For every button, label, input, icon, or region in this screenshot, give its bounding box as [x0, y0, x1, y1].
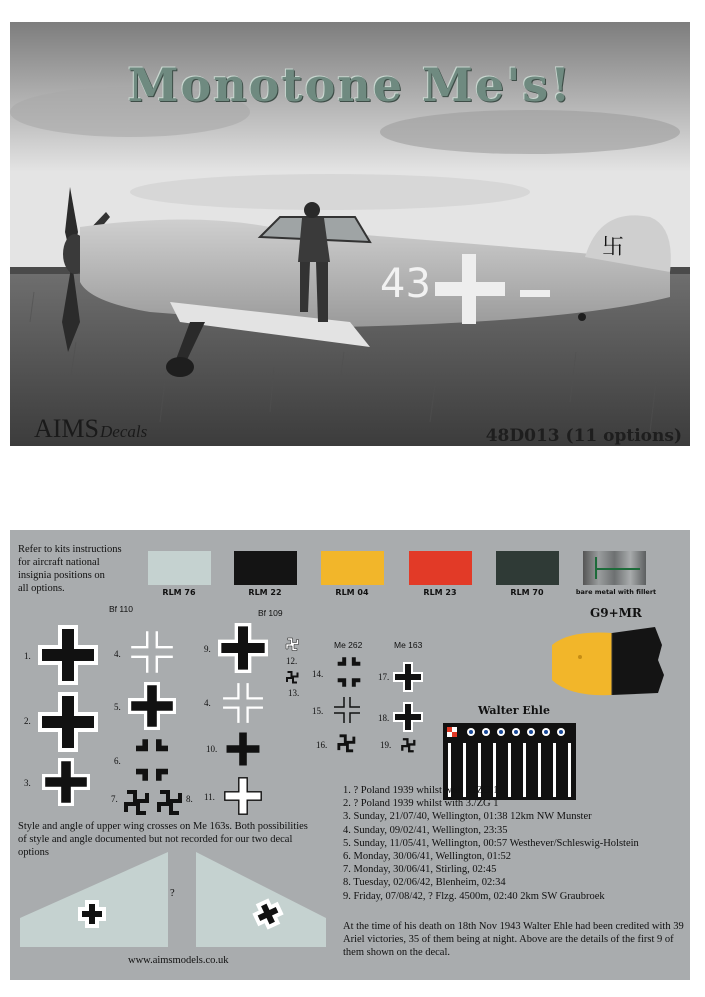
decal-number: 16.: [316, 740, 328, 750]
swatch-rlm70: [496, 551, 559, 585]
list-item: 6. Monday, 30/06/41, Wellington, 01:52: [343, 851, 512, 863]
outline-cross-4: [128, 628, 176, 676]
list-item: 7. Monday, 30/06/41, Stirling, 02:45: [343, 864, 497, 876]
swatch-rlm76: [148, 551, 211, 585]
swatch-label: RLM 04: [335, 588, 369, 597]
swatch-label: RLM 22: [248, 588, 282, 597]
list-item: 4. Sunday, 09/02/41, Wellington, 23:35: [343, 824, 508, 836]
list-item: 2. ? Poland 1939 whilst with 3./ZG 1: [343, 798, 499, 810]
decal-number: 10.: [206, 744, 218, 754]
balkenkreuz-17: [393, 662, 423, 692]
list-item: 8. Tuesday, 02/06/42, Blenheim, 02:34: [343, 877, 506, 889]
pilot-name: Walter Ehle: [478, 704, 550, 717]
website-url: www.aimsmodels.co.uk: [128, 955, 229, 966]
section-bf110: Bf 110: [109, 604, 133, 614]
decal-number: 2.: [24, 716, 31, 726]
brand-suffix: Decals: [100, 422, 148, 441]
bracket-cross-14: [332, 655, 366, 689]
swatch-label: RLM 23: [423, 588, 457, 597]
swatch-label: RLM 76: [162, 588, 196, 597]
intro-line: Refer to kits instructions: [18, 544, 122, 555]
me163-wings-illustration: [18, 850, 328, 950]
list-item: 9. Friday, 07/08/42, ? Flzg. 4500m, 02:40 2km SW Graubroek: [343, 890, 605, 902]
decal-number: 14.: [312, 669, 324, 679]
decal-number: 17.: [378, 672, 390, 682]
balkenkreuz-10: [224, 730, 262, 768]
aircraft-code-label: G9+MR: [590, 606, 642, 620]
cover-photo: [10, 22, 690, 446]
section-me163: Me 163: [394, 640, 423, 650]
decal-number: 1.: [24, 651, 31, 661]
list-item: 5. Sunday, 11/05/41, Wellington, 00:57 Westhever/Schleswig-Holstein: [343, 837, 639, 849]
balkenkreuz-18: [393, 702, 423, 732]
decal-number: 7.: [111, 794, 118, 804]
rudder-illustration: [550, 625, 670, 705]
balkenkreuz-3: [42, 758, 90, 806]
swatch-bare-metal: [583, 551, 646, 585]
summary-paragraph: At the time of his death on 18th Nov 1943 Walter Ehle had been credited with 39 Ariel victories, 35 of them being at night. Above are the details of the first 9 of them shown on the decal.: [343, 921, 684, 958]
question-mark: ?: [170, 888, 175, 899]
decal-number: 19.: [380, 740, 392, 750]
list-item: 3. Sunday, 21/07/40, Wellington, 01:38 12km NW Munster: [343, 811, 592, 823]
decal-number: 4.: [204, 698, 211, 708]
decal-number: 5.: [114, 702, 121, 712]
swatch-rlm23: [409, 551, 472, 585]
bracket-cross-6: [128, 736, 176, 784]
decal-number: 3.: [24, 778, 31, 788]
swastika-13: [285, 670, 299, 684]
aims-logo: [34, 414, 147, 444]
victory-list: [343, 784, 639, 903]
intro-line: for aircraft national: [18, 557, 100, 568]
balkenkreuz-5: [128, 682, 176, 730]
swastika-19: [400, 737, 416, 753]
decal-number: 8.: [186, 794, 193, 804]
swatch-rlm22: [234, 551, 297, 585]
decal-number: 15.: [312, 706, 324, 716]
decal-sheet: [10, 530, 690, 980]
swastika-outline-12: [285, 637, 299, 651]
decal-number: 12.: [286, 656, 298, 666]
swastika-16: [336, 733, 356, 753]
catalog-number: 48D013 (11 options): [485, 426, 682, 446]
intro-line: insignia positions on: [18, 570, 105, 581]
svg-text:卐: 卐: [602, 235, 625, 260]
decal-number: 13.: [288, 688, 300, 698]
outline-cross-bf109: [220, 680, 266, 726]
outline-cross-15: [332, 695, 362, 725]
balkenkreuz-1: [38, 625, 98, 685]
section-bf109: Bf 109: [258, 608, 283, 618]
decal-number: 6.: [114, 756, 121, 766]
swatch-label: bare metal with fillert: [575, 588, 657, 596]
swastika-8: [155, 788, 183, 816]
balkenkreuz-9: [218, 623, 268, 673]
swatch-rlm04: [321, 551, 384, 585]
aircraft-code: 43: [380, 261, 431, 307]
decal-number: 11.: [204, 792, 215, 802]
decal-number: 4.: [114, 649, 121, 659]
wing-note: Style and angle of upper wing crosses on Me 163s. Both possibilities of style and angle documented but not recorded for our two decal options: [18, 821, 308, 858]
balkenkreuz-2: [38, 692, 98, 752]
cover-title: Monotone Me's!: [127, 58, 573, 112]
swastika-7: [122, 788, 150, 816]
section-me262: Me 262: [334, 640, 363, 650]
white-cross-11: [222, 775, 264, 817]
decal-number: 18.: [378, 713, 390, 723]
intro-line: all options.: [18, 583, 65, 594]
decal-number: 9.: [204, 644, 211, 654]
swatch-label: RLM 70: [510, 588, 544, 597]
brand-name: AIMS: [34, 414, 100, 443]
list-item: 1. ? Poland 1939 whilst with 3./ZG 1: [343, 785, 499, 796]
